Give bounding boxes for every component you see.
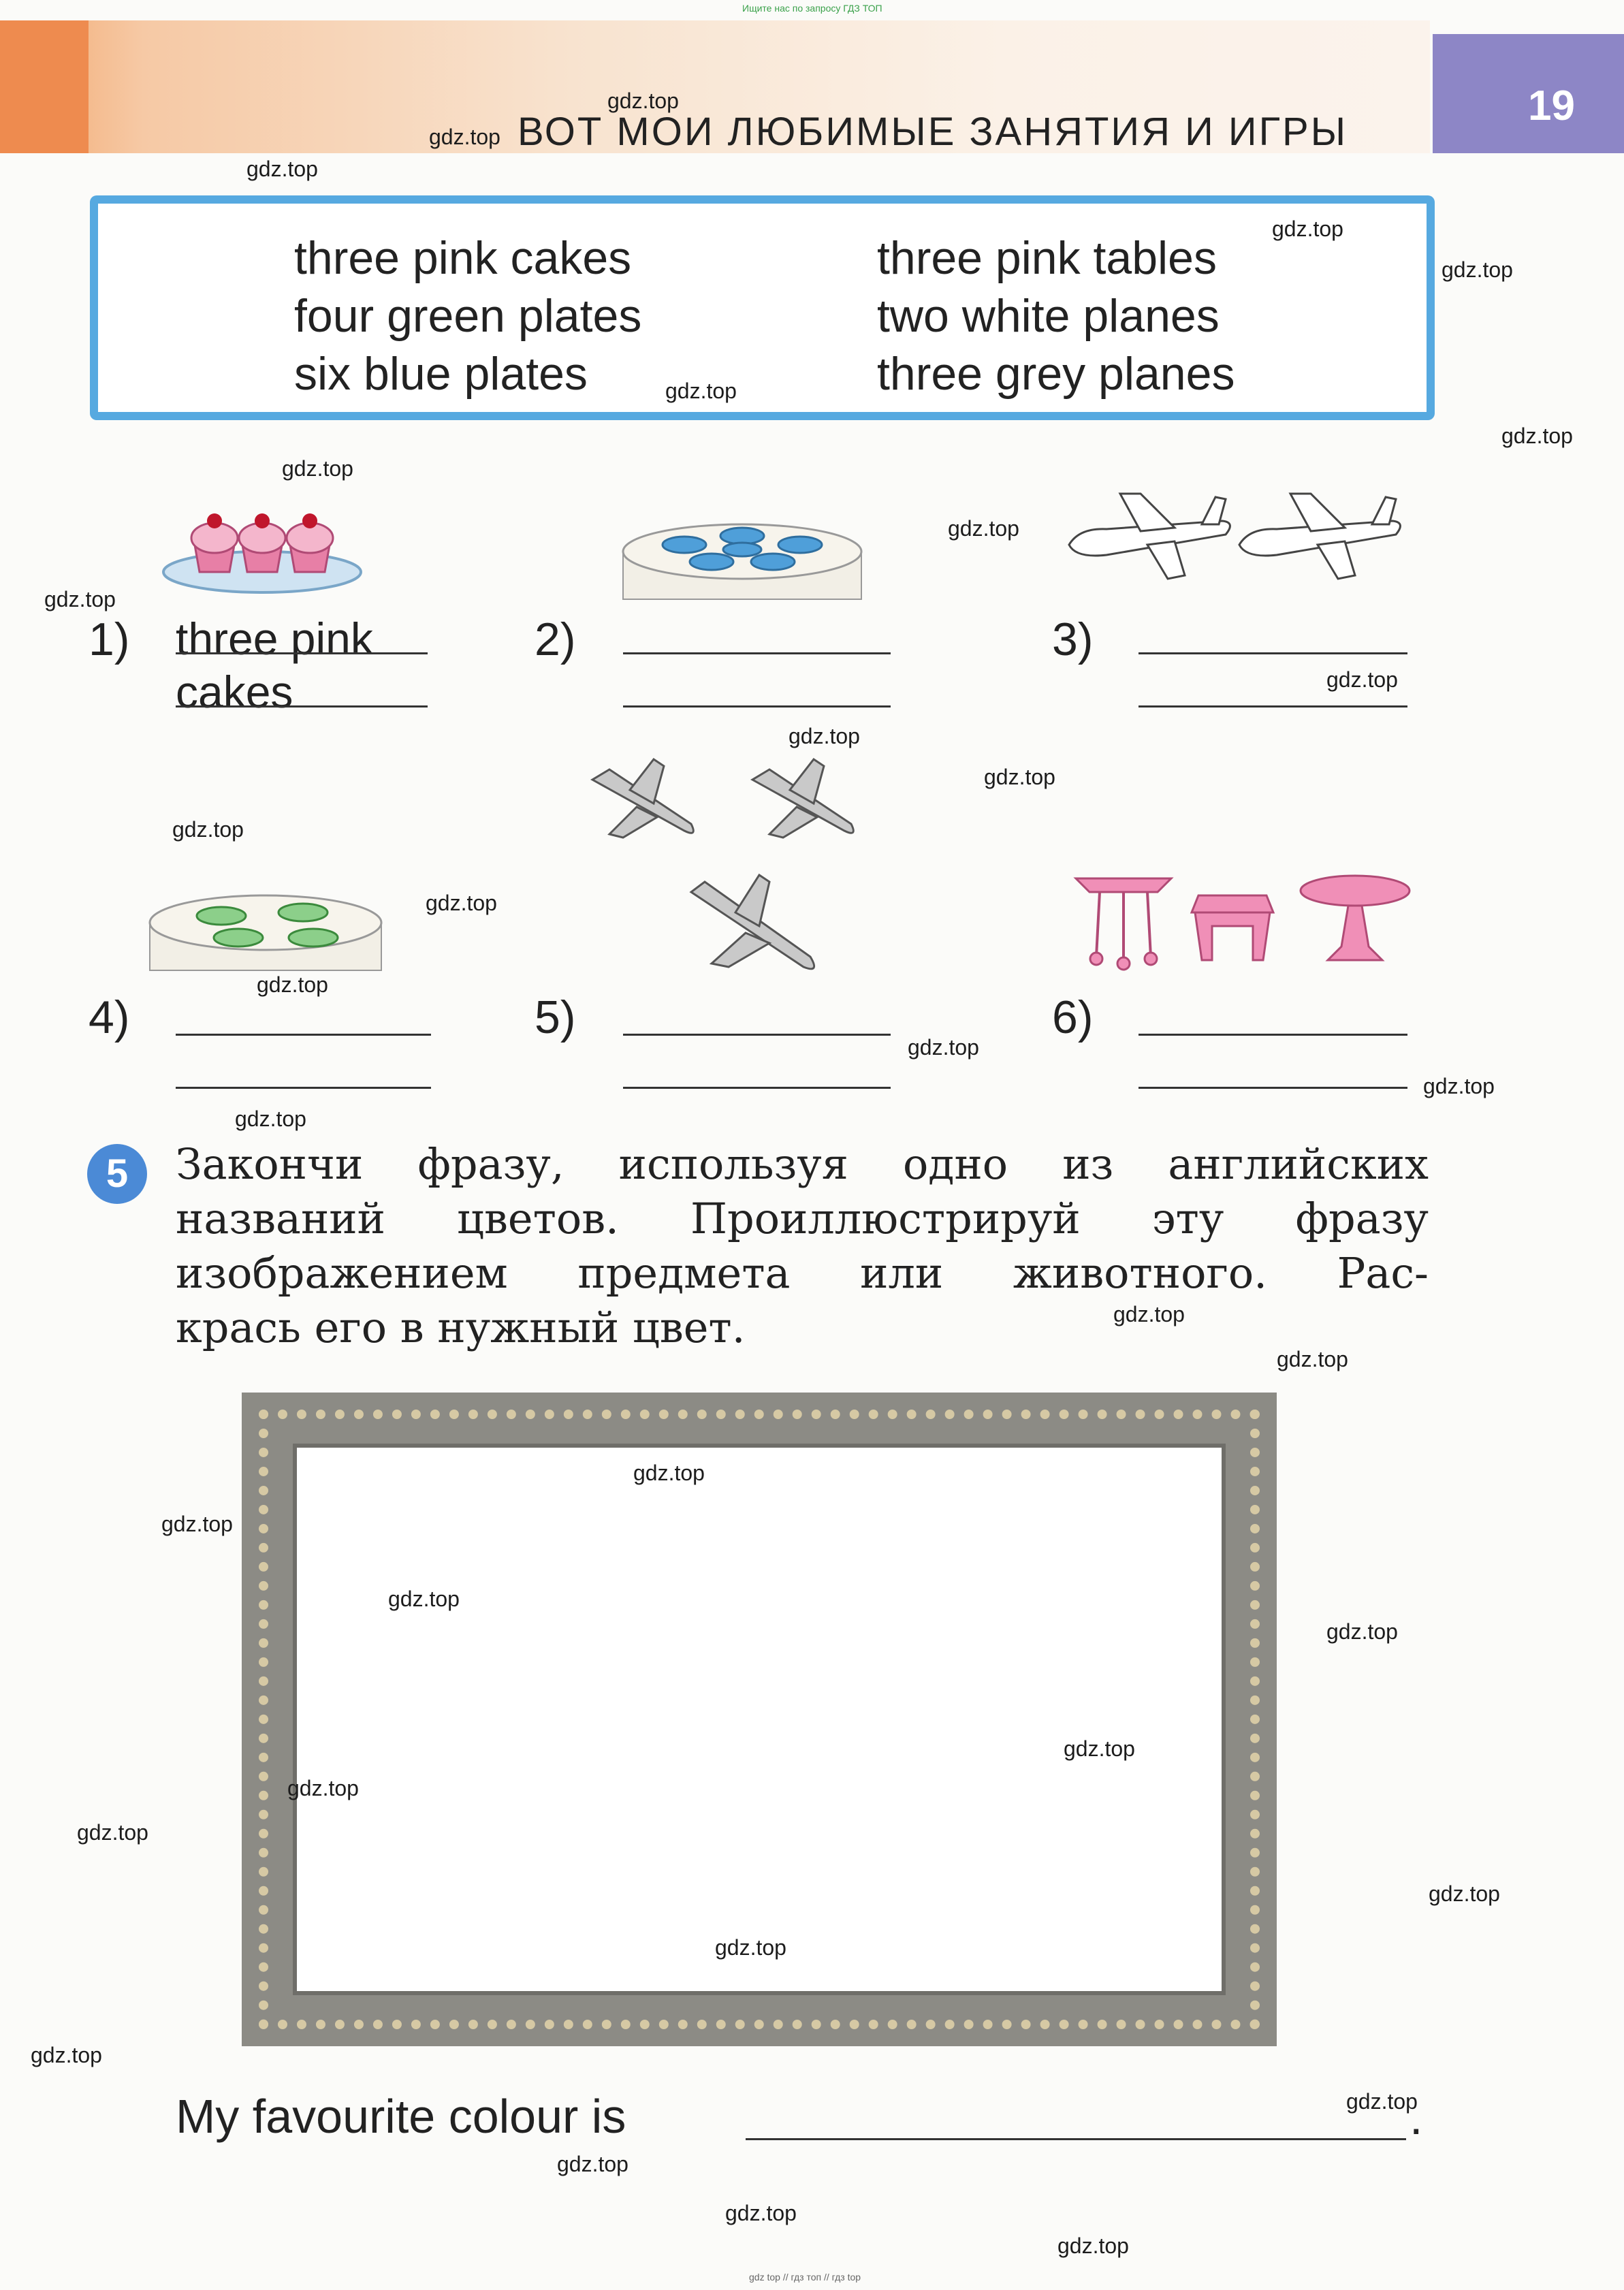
answer-line[interactable] xyxy=(1139,652,1407,654)
watermark: gdz.top xyxy=(725,2201,797,2225)
watermark: gdz.top xyxy=(388,1587,460,1611)
answer-line[interactable] xyxy=(623,705,891,707)
answer-line[interactable] xyxy=(623,652,891,654)
task-line: названий цветов. Проиллюстрируй эту фразу xyxy=(176,1194,1429,1243)
watermark: gdz.top xyxy=(1113,1302,1185,1326)
watermark: gdz.top xyxy=(287,1776,359,1800)
watermark: gdz.top xyxy=(1346,2089,1418,2114)
watermark: gdz.top xyxy=(235,1107,306,1131)
watermark: gdz.top xyxy=(633,1461,705,1485)
watermark: gdz.top xyxy=(161,1512,233,1536)
answer-line[interactable] xyxy=(176,1087,431,1089)
exercise-number: 3) xyxy=(1052,614,1094,665)
answer-line[interactable] xyxy=(623,1034,891,1036)
exercise-number: 6) xyxy=(1052,991,1094,1043)
sentence-end: . xyxy=(1410,2091,1423,2144)
watermark: gdz.top xyxy=(44,587,116,611)
watermark: gdz.top xyxy=(1057,2233,1129,2258)
pink-cakes-picture xyxy=(160,500,364,596)
header-decoration xyxy=(0,20,89,153)
watermark: gdz.top xyxy=(557,2152,628,2176)
answer-line[interactable] xyxy=(176,652,428,654)
drawing-area[interactable] xyxy=(293,1444,1226,1995)
exercise-number: 1) xyxy=(89,614,130,665)
watermark: gdz.top xyxy=(1423,1074,1495,1098)
watermark: gdz.top xyxy=(429,125,500,149)
exercise-number: 2) xyxy=(535,614,576,665)
favourite-colour-sentence: My favourite colour is xyxy=(176,2090,626,2143)
watermark: gdz.top xyxy=(426,891,497,915)
answer-line[interactable] xyxy=(623,1087,891,1089)
watermark: gdz.top xyxy=(31,2043,102,2067)
task-line: изображением предмета или животного. Рас- xyxy=(176,1248,1429,1298)
blue-plates-picture xyxy=(616,521,868,599)
task-line: крась его в нужный цвет. xyxy=(176,1303,746,1352)
vocab-item: two white planes xyxy=(877,290,1220,342)
green-plates-picture xyxy=(143,889,388,970)
exercise-number: 5) xyxy=(535,991,576,1043)
task-instructions xyxy=(176,1137,1429,1355)
exercise-number: 4) xyxy=(89,991,130,1043)
watermark: gdz.top xyxy=(789,724,860,748)
answer-line[interactable] xyxy=(176,1034,431,1036)
vocab-item: three pink tables xyxy=(877,232,1217,284)
watermark: gdz.top xyxy=(1429,1881,1500,1906)
watermark: gdz.top xyxy=(77,1820,148,1845)
watermark: gdz.top xyxy=(1442,257,1513,282)
page-title: ВОТ МОИ ЛЮБИМЫЕ ЗАНЯТИЯ И ИГРЫ xyxy=(518,110,1348,154)
watermark: gdz.top xyxy=(1277,1347,1348,1371)
watermark: gdz.top xyxy=(984,765,1055,789)
watermark: gdz.top xyxy=(1326,667,1398,692)
grey-planes-picture xyxy=(589,759,902,977)
watermark: gdz.top xyxy=(948,516,1019,541)
pink-tables-picture xyxy=(1069,865,1416,974)
vocab-item: four green plates xyxy=(294,290,642,342)
watermark: gdz.top xyxy=(665,379,737,403)
vocab-item: three grey planes xyxy=(877,348,1235,400)
favourite-colour-answer-line[interactable] xyxy=(746,2138,1406,2140)
answer-text: three pink xyxy=(176,614,373,664)
top-note: Ищите нас по запросу ГДЗ ТОП xyxy=(742,3,882,14)
watermark: gdz.top xyxy=(172,817,244,842)
task-number-badge: 5 xyxy=(87,1144,147,1204)
task-line: Закончи фразу, используя одно из английских xyxy=(176,1139,1429,1189)
page-number: 19 xyxy=(1433,34,1624,153)
answer-line[interactable] xyxy=(1139,705,1407,707)
answer-text: cakes xyxy=(176,667,293,717)
watermark: gdz.top xyxy=(1326,1619,1398,1644)
vocab-item: six blue plates xyxy=(294,348,588,400)
watermark: gdz.top xyxy=(1272,217,1343,241)
bottom-note: gdz top // гдз топ // гдз top xyxy=(749,2272,861,2283)
answer-line[interactable] xyxy=(1139,1087,1407,1089)
watermark: gdz.top xyxy=(908,1035,979,1060)
watermark: gdz.top xyxy=(1064,1736,1135,1761)
vocab-item: three pink cakes xyxy=(294,232,632,284)
watermark: gdz.top xyxy=(282,456,353,481)
white-planes-picture xyxy=(1066,480,1413,582)
answer-line[interactable] xyxy=(1139,1034,1407,1036)
watermark: gdz.top xyxy=(257,972,328,997)
watermark: gdz.top xyxy=(246,157,318,181)
watermark: gdz.top xyxy=(1501,424,1573,448)
watermark: gdz.top xyxy=(607,89,679,113)
answer-line[interactable] xyxy=(176,705,428,707)
watermark: gdz.top xyxy=(715,1935,786,1960)
